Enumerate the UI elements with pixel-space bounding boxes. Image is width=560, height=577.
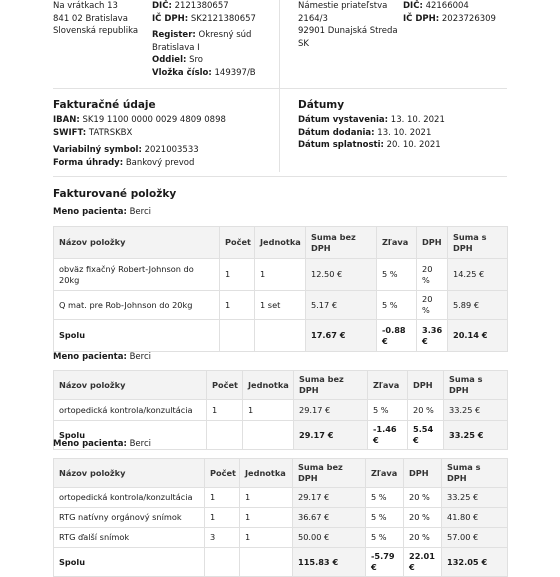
header-unit: Jednotka	[243, 371, 294, 400]
patient-line	[53, 207, 151, 217]
patient-name: Berci	[129, 207, 151, 217]
customer-address	[298, 0, 398, 50]
total-row	[54, 320, 508, 352]
register-value: Okresný súd	[198, 30, 252, 40]
total-unit	[240, 548, 293, 577]
total-net: 115.83 €	[293, 548, 366, 577]
header-discount: Zľava	[366, 459, 404, 488]
item-name: Q mat. pre Rob-Johnson do 20kg	[54, 291, 220, 320]
column-divider	[279, 0, 280, 90]
item-net: 29.17 €	[293, 488, 366, 508]
patient-line	[53, 439, 151, 449]
patient-label: Meno pacienta:	[53, 207, 127, 217]
register-label: Register:	[152, 30, 196, 40]
customer-dic-label: DIČ:	[403, 1, 423, 11]
oddiel-label: Oddiel:	[152, 55, 187, 65]
header-net: Suma bez DPH	[306, 227, 377, 259]
item-gross: 33.25 €	[442, 488, 508, 508]
dic-label: DIČ:	[152, 1, 172, 11]
total-gross: 20.14 €	[448, 320, 508, 352]
oddiel-value: Sro	[189, 55, 203, 65]
patient-name: Berci	[129, 439, 151, 449]
patient-label: Meno pacienta:	[53, 439, 127, 449]
icdph-label: IČ DPH:	[152, 13, 189, 24]
total-vat: 5.54 €	[408, 421, 444, 450]
dates-section	[298, 99, 445, 152]
item-name: obväz fixačný Robert-Johnson do 20kg	[54, 259, 220, 291]
billing-section	[53, 99, 226, 169]
item-name: RTG ďalší snímok	[54, 528, 205, 548]
section-divider	[53, 88, 507, 89]
item-net: 12.50 €	[306, 259, 377, 291]
total-gross: 132.05 €	[442, 548, 508, 577]
header-name: Názov položky	[54, 371, 207, 400]
table-row	[54, 291, 508, 320]
total-discount: -1.46 €	[368, 421, 408, 450]
header-vat: DPH	[417, 227, 448, 259]
vlozka-value: 149397/B	[214, 67, 256, 78]
vlozka-label: Vložka číslo:	[152, 67, 212, 78]
customer-street-number: 2164/3	[298, 13, 328, 24]
item-vat: 20 %	[417, 259, 448, 291]
patient-label: Meno pacienta:	[53, 352, 127, 362]
item-gross: 14.25 €	[448, 259, 508, 291]
column-divider-lower	[279, 90, 280, 172]
total-label: Spolu	[54, 421, 207, 450]
header-name: Názov položky	[54, 459, 205, 488]
header-qty: Počet	[205, 459, 240, 488]
item-unit: 1	[240, 508, 293, 528]
item-qty: 1	[220, 291, 255, 320]
item-qty: 1	[205, 508, 240, 528]
payment-value: Bankový prevod	[125, 157, 195, 168]
header-qty: Počet	[207, 371, 243, 400]
item-unit: 1	[240, 528, 293, 548]
item-qty: 1	[220, 259, 255, 291]
header-name: Názov položky	[54, 227, 220, 259]
total-vat: 3.36 €	[417, 320, 448, 352]
icdph-value: SK2121380657	[190, 13, 256, 24]
item-qty: 1	[205, 488, 240, 508]
item-name: ortopedická kontrola/konzultácia	[54, 400, 207, 421]
item-unit: 1	[240, 488, 293, 508]
supplier-city: 841 02 Bratislava	[53, 13, 128, 24]
due-value: 20. 10. 2021	[386, 140, 441, 150]
header-unit: Jednotka	[240, 459, 293, 488]
table-row	[54, 400, 508, 421]
total-label: Spolu	[54, 320, 220, 352]
items-table	[53, 458, 508, 577]
total-unit	[255, 320, 306, 352]
due-label: Dátum splatnosti:	[298, 140, 384, 150]
item-discount: 5 %	[377, 291, 417, 320]
item-discount: 5 %	[368, 400, 408, 421]
total-discount: -0.88 €	[377, 320, 417, 352]
header-vat: DPH	[408, 371, 444, 400]
payment-label: Forma úhrady:	[53, 157, 124, 168]
supplier-street: Na vrátkach 13	[53, 1, 118, 11]
total-qty	[207, 421, 243, 450]
item-net: 50.00 €	[293, 528, 366, 548]
items-table	[53, 226, 508, 352]
item-net: 29.17 €	[294, 400, 368, 421]
total-row	[54, 548, 508, 577]
dic-value: 2121380657	[174, 1, 229, 11]
customer-country: SK	[298, 38, 309, 49]
total-net: 29.17 €	[294, 421, 368, 450]
total-gross: 33.25 €	[444, 421, 508, 450]
item-name: RTG natívny orgánový snímok	[54, 508, 205, 528]
customer-registration	[403, 0, 496, 25]
swift-value: TATRSKBX	[88, 127, 133, 138]
item-gross: 57.00 €	[442, 528, 508, 548]
table-row	[54, 259, 508, 291]
total-net: 17.67 €	[306, 320, 377, 352]
header-qty: Počet	[220, 227, 255, 259]
swift-label: SWIFT:	[53, 127, 87, 138]
items-table	[53, 370, 508, 450]
table-row	[54, 508, 508, 528]
total-qty	[205, 548, 240, 577]
table-header-row	[54, 459, 508, 488]
header-net: Suma bez DPH	[293, 459, 366, 488]
header-vat: DPH	[404, 459, 442, 488]
iban-value: SK19 1100 0000 0029 4809 0898	[82, 115, 226, 125]
item-gross: 5.89 €	[448, 291, 508, 320]
table-row	[54, 488, 508, 508]
item-discount: 5 %	[366, 508, 404, 528]
item-discount: 5 %	[366, 488, 404, 508]
item-vat: 20 %	[404, 488, 442, 508]
item-net: 5.17 €	[306, 291, 377, 320]
customer-city: 92901 Dunajská Streda	[298, 26, 398, 36]
customer-dic-value: 42166004	[425, 1, 469, 11]
supplier-address	[53, 0, 138, 38]
vs-value: 2021003533	[144, 145, 199, 155]
header-net: Suma bez DPH	[294, 371, 368, 400]
table-header-row	[54, 227, 508, 259]
item-unit: 1	[243, 400, 294, 421]
vs-label: Variabilný symbol:	[53, 145, 142, 155]
customer-street: Námestie priateľstva	[298, 1, 388, 11]
billing-title: Fakturačné údaje	[53, 99, 156, 111]
table-row	[54, 528, 508, 548]
total-discount: -5.79 €	[366, 548, 404, 577]
header-gross: Suma s DPH	[444, 371, 508, 400]
customer-icdph-value: 2023726309	[441, 13, 496, 24]
header-discount: Zľava	[377, 227, 417, 259]
item-qty: 3	[205, 528, 240, 548]
section-divider-lower	[53, 176, 507, 177]
item-vat: 20 %	[408, 400, 444, 421]
header-gross: Suma s DPH	[442, 459, 508, 488]
header-unit: Jednotka	[255, 227, 306, 259]
item-unit: 1	[255, 259, 306, 291]
item-gross: 41.80 €	[442, 508, 508, 528]
items-title: Fakturované položky	[53, 188, 177, 200]
delivery-label: Dátum dodania:	[298, 127, 375, 138]
item-qty: 1	[207, 400, 243, 421]
item-vat: 20 %	[404, 508, 442, 528]
iban-label: IBAN:	[53, 115, 80, 125]
total-label: Spolu	[54, 548, 205, 577]
table-header-row	[54, 371, 508, 400]
item-net: 36.67 €	[293, 508, 366, 528]
supplier-country: Slovenská republika	[53, 26, 139, 36]
dates-title: Dátumy	[298, 99, 345, 111]
total-vat: 22.01 €	[404, 548, 442, 577]
supplier-registration	[152, 0, 256, 79]
item-vat: 20 %	[417, 291, 448, 320]
item-gross: 33.25 €	[444, 400, 508, 421]
item-name: ortopedická kontrola/konzultácia	[54, 488, 205, 508]
total-unit	[243, 421, 294, 450]
register-value-2: Bratislava I	[152, 42, 200, 53]
patient-line	[53, 352, 151, 362]
issued-value: 13. 10. 2021	[390, 115, 445, 125]
item-unit: 1 set	[255, 291, 306, 320]
customer-icdph-label: IČ DPH:	[403, 13, 440, 24]
item-vat: 20 %	[404, 528, 442, 548]
item-discount: 5 %	[366, 528, 404, 548]
issued-label: Dátum vystavenia:	[298, 115, 389, 125]
total-qty	[220, 320, 255, 352]
delivery-value: 13. 10. 2021	[377, 127, 432, 138]
patient-name: Berci	[129, 352, 151, 362]
header-discount: Zľava	[368, 371, 408, 400]
header-gross: Suma s DPH	[448, 227, 508, 259]
item-discount: 5 %	[377, 259, 417, 291]
